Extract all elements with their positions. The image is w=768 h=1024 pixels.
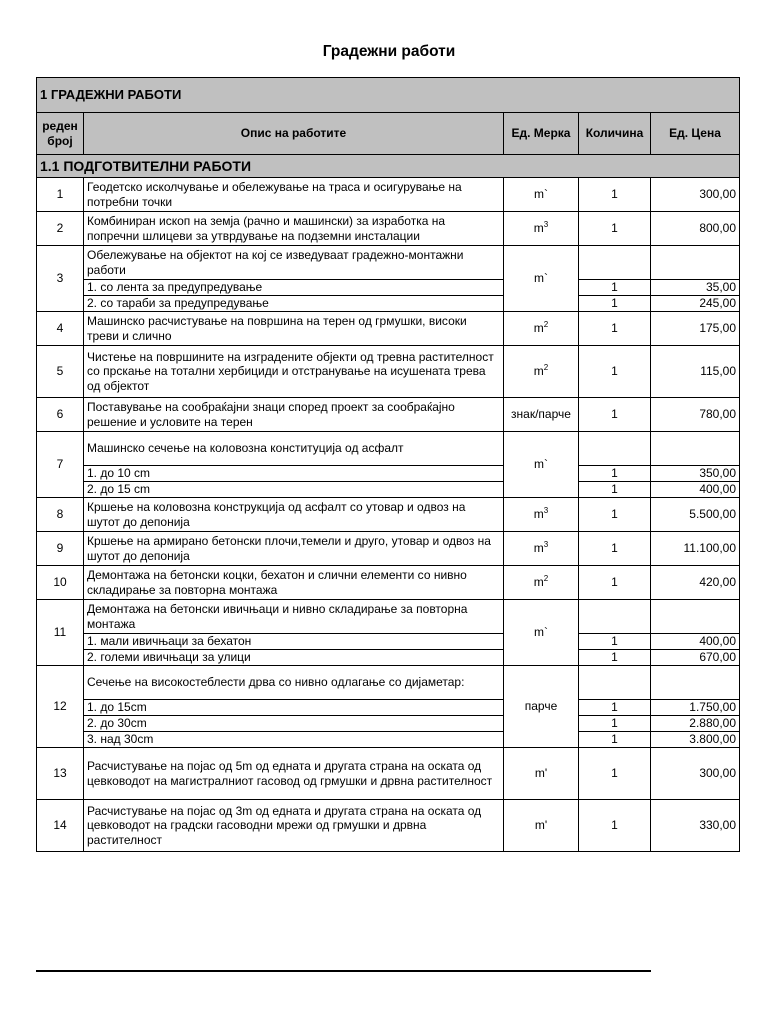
item-price: 115,00 — [651, 346, 740, 398]
item-unit — [504, 532, 579, 566]
item-number: 1 — [37, 178, 84, 212]
item-unit — [504, 312, 579, 346]
item-quantity: 1 — [579, 800, 651, 852]
item-unit — [504, 666, 579, 748]
item-unit — [504, 748, 579, 800]
item-price: 420,00 — [651, 566, 740, 600]
item-unit-text: m` — [534, 271, 548, 286]
table-row — [37, 346, 740, 398]
item-price: 11.100,00 — [651, 532, 740, 566]
table-row — [37, 498, 740, 532]
item-unit-exponent: 3 — [543, 540, 549, 550]
sub-item-quantity: 1 — [579, 296, 651, 312]
bill-of-quantities-table — [36, 77, 740, 852]
item-unit-text: m — [533, 507, 544, 522]
item-number: 13 — [37, 748, 84, 800]
item-price: 300,00 — [651, 178, 740, 212]
table-row — [37, 398, 740, 432]
sub-item-row — [37, 732, 740, 748]
item-description: Демонтажа на бетонски коцки, бехатон и слични елементи со нивно складирање за повторна монтажа — [84, 566, 504, 600]
item-unit — [504, 178, 579, 212]
page-title: Градежни работи — [322, 43, 456, 60]
item-description: Сечење на високостеблести дрва со нивно одлагање со дијаметар: — [84, 666, 504, 700]
item-quantity: 1 — [579, 532, 651, 566]
sub-item-quantity: 1 — [579, 482, 651, 498]
item-description: Поставување на сообраќајни знаци според проект за сообраќајно решение и условите на терен — [84, 398, 504, 432]
table-row — [37, 312, 740, 346]
sub-item-quantity: 1 — [579, 716, 651, 732]
header-desc: Опис на работите — [84, 113, 504, 155]
table-row — [37, 432, 740, 466]
sub-item-description: 1. до 15cm — [84, 700, 504, 716]
item-unit — [504, 498, 579, 532]
item-unit-text: знак/парче — [511, 407, 571, 422]
item-quantity: 1 — [579, 178, 651, 212]
sub-item-row — [37, 482, 740, 498]
sub-item-description: 2. до 15 cm — [84, 482, 504, 498]
sub-item-price: 670,00 — [651, 650, 740, 666]
sub-item-description: 1. мали ивичњаци за бехатон — [84, 634, 504, 650]
item-unit-exponent: 2 — [543, 574, 549, 584]
item-description: Расчистување на појас од 3m од едната и другата страна на оската од цевководот на градски гасоводни мрежи од грмушки и дрвна растителност — [84, 800, 504, 852]
item-quantity: 1 — [579, 312, 651, 346]
item-price: 300,00 — [651, 748, 740, 800]
item-unit-text: m — [533, 541, 544, 556]
item-unit — [504, 346, 579, 398]
sub-item-quantity: 1 — [579, 650, 651, 666]
item-number: 12 — [37, 666, 84, 748]
item-unit-text: m` — [534, 457, 548, 472]
item-unit — [504, 800, 579, 852]
item-description: Машинско расчистување на површина на терен од грмушки, високи треви и слично — [84, 312, 504, 346]
item-quantity: 1 — [579, 212, 651, 246]
item-quantity: 1 — [579, 498, 651, 532]
table-header-row — [37, 113, 740, 155]
sub-item-price: 1.750,00 — [651, 700, 740, 716]
item-unit — [504, 432, 579, 498]
header-price: Ед. Цена — [651, 113, 740, 155]
item-number: 7 — [37, 432, 84, 498]
sub-item-price: 245,00 — [651, 296, 740, 312]
item-price: 330,00 — [651, 800, 740, 852]
item-number: 6 — [37, 398, 84, 432]
item-quantity: 1 — [579, 748, 651, 800]
item-price: 5.500,00 — [651, 498, 740, 532]
item-unit-text: m' — [534, 818, 548, 833]
table-row — [37, 800, 740, 852]
item-description: Кршење на коловозна конструкција од асфалт со утовар и одвоз на шутот до депонија — [84, 498, 504, 532]
item-unit-text: m` — [534, 187, 548, 202]
item-unit-exponent: 2 — [543, 320, 549, 330]
item-unit — [504, 566, 579, 600]
footer-divider — [36, 970, 651, 972]
item-unit — [504, 246, 579, 312]
item-unit-text: m — [533, 321, 544, 336]
table-row — [37, 246, 740, 280]
item-unit — [504, 398, 579, 432]
item-description: Чистење на површините на изградените објекти од тревна растителност со прскање на тотални хербициди и отстранување на исушената трева од објектот — [84, 346, 504, 398]
item-description: Обележување на објектот на кој се изведуваат градежно-монтажни работи — [84, 246, 504, 280]
sub-item-description: 2. големи ивичњаци за улици — [84, 650, 504, 666]
table-row — [37, 748, 740, 800]
item-unit — [504, 600, 579, 666]
section-row — [37, 78, 740, 113]
sub-item-quantity: 1 — [579, 732, 651, 748]
sub-item-price: 400,00 — [651, 482, 740, 498]
subsection-row — [37, 155, 740, 178]
item-description: Геодетско исколчување и обележување на траса и осигурување на потребни точки — [84, 178, 504, 212]
item-description: Машинско сечење на коловозна конституција од асфалт — [84, 432, 504, 466]
table-row — [37, 532, 740, 566]
item-unit-exponent: 2 — [543, 363, 549, 373]
item-description: Комбиниран ископ на земја (рачно и машински) за изработка на попречни шлицеви за утврдување на подземни инсталации — [84, 212, 504, 246]
item-number: 5 — [37, 346, 84, 398]
sub-item-price: 3.800,00 — [651, 732, 740, 748]
sub-item-description: 2. до 30cm — [84, 716, 504, 732]
sub-item-price: 35,00 — [651, 280, 740, 296]
section-title: 1 ГРАДЕЖНИ РАБОТИ — [37, 78, 740, 113]
item-number: 10 — [37, 566, 84, 600]
sub-item-row — [37, 700, 740, 716]
sub-item-price: 400,00 — [651, 634, 740, 650]
item-number: 8 — [37, 498, 84, 532]
header-num: реден број — [37, 113, 84, 155]
table-row — [37, 212, 740, 246]
item-description: Кршење на армирано бетонски плочи,темели и друго, утовар и одвоз на шутот до депонија — [84, 532, 504, 566]
sub-item-description: 1. со лента за предупредување — [84, 280, 504, 296]
subsection-title: 1.1 ПОДГОТВИТЕЛНИ РАБОТИ — [37, 155, 740, 178]
sub-item-description: 2. со тараби за предупредување — [84, 296, 504, 312]
sub-item-quantity: 1 — [579, 700, 651, 716]
item-unit-text: парче — [524, 699, 558, 714]
item-price-empty — [651, 600, 740, 634]
sub-item-price: 350,00 — [651, 466, 740, 482]
item-unit-text: m — [533, 221, 544, 236]
header-qty: Количина — [579, 113, 651, 155]
item-price: 780,00 — [651, 398, 740, 432]
item-unit-text: m — [533, 364, 544, 379]
table-row — [37, 666, 740, 700]
item-description: Демонтажа на бетонски ивичњаци и нивно складирање за повторна монтажа — [84, 600, 504, 634]
table-row — [37, 178, 740, 212]
item-number: 14 — [37, 800, 84, 852]
item-unit-text: m` — [534, 625, 548, 640]
table-row — [37, 566, 740, 600]
sub-item-quantity: 1 — [579, 280, 651, 296]
item-number: 3 — [37, 246, 84, 312]
item-quantity-empty — [579, 432, 651, 466]
sub-item-row — [37, 296, 740, 312]
item-number: 4 — [37, 312, 84, 346]
item-description: Расчистување на појас од 5m од едната и другата страна на оската од цевководот на магистралниот гасовод од грмушки и дрвна растителност — [84, 748, 504, 800]
item-quantity: 1 — [579, 398, 651, 432]
item-number: 11 — [37, 600, 84, 666]
sub-item-price: 2.880,00 — [651, 716, 740, 732]
item-price-empty — [651, 246, 740, 280]
sub-item-description: 1. до 10 cm — [84, 466, 504, 482]
item-unit-exponent: 3 — [543, 506, 549, 516]
item-unit-text: m' — [534, 766, 548, 781]
item-price: 800,00 — [651, 212, 740, 246]
sub-item-description: 3. над 30cm — [84, 732, 504, 748]
header-unit: Ед. Мерка — [504, 113, 579, 155]
item-price-empty — [651, 432, 740, 466]
item-quantity-empty — [579, 246, 651, 280]
sub-item-row — [37, 634, 740, 650]
item-number: 2 — [37, 212, 84, 246]
item-quantity-empty — [579, 666, 651, 700]
item-number: 9 — [37, 532, 84, 566]
item-price: 175,00 — [651, 312, 740, 346]
table-row — [37, 600, 740, 634]
item-price-empty — [651, 666, 740, 700]
item-unit — [504, 212, 579, 246]
item-quantity: 1 — [579, 566, 651, 600]
sub-item-quantity: 1 — [579, 634, 651, 650]
sub-item-row — [37, 650, 740, 666]
sub-item-row — [37, 280, 740, 296]
sub-item-quantity: 1 — [579, 466, 651, 482]
sub-item-row — [37, 466, 740, 482]
item-unit-text: m — [533, 575, 544, 590]
item-unit-exponent: 3 — [543, 220, 549, 230]
sub-item-row — [37, 716, 740, 732]
item-quantity: 1 — [579, 346, 651, 398]
item-quantity-empty — [579, 600, 651, 634]
